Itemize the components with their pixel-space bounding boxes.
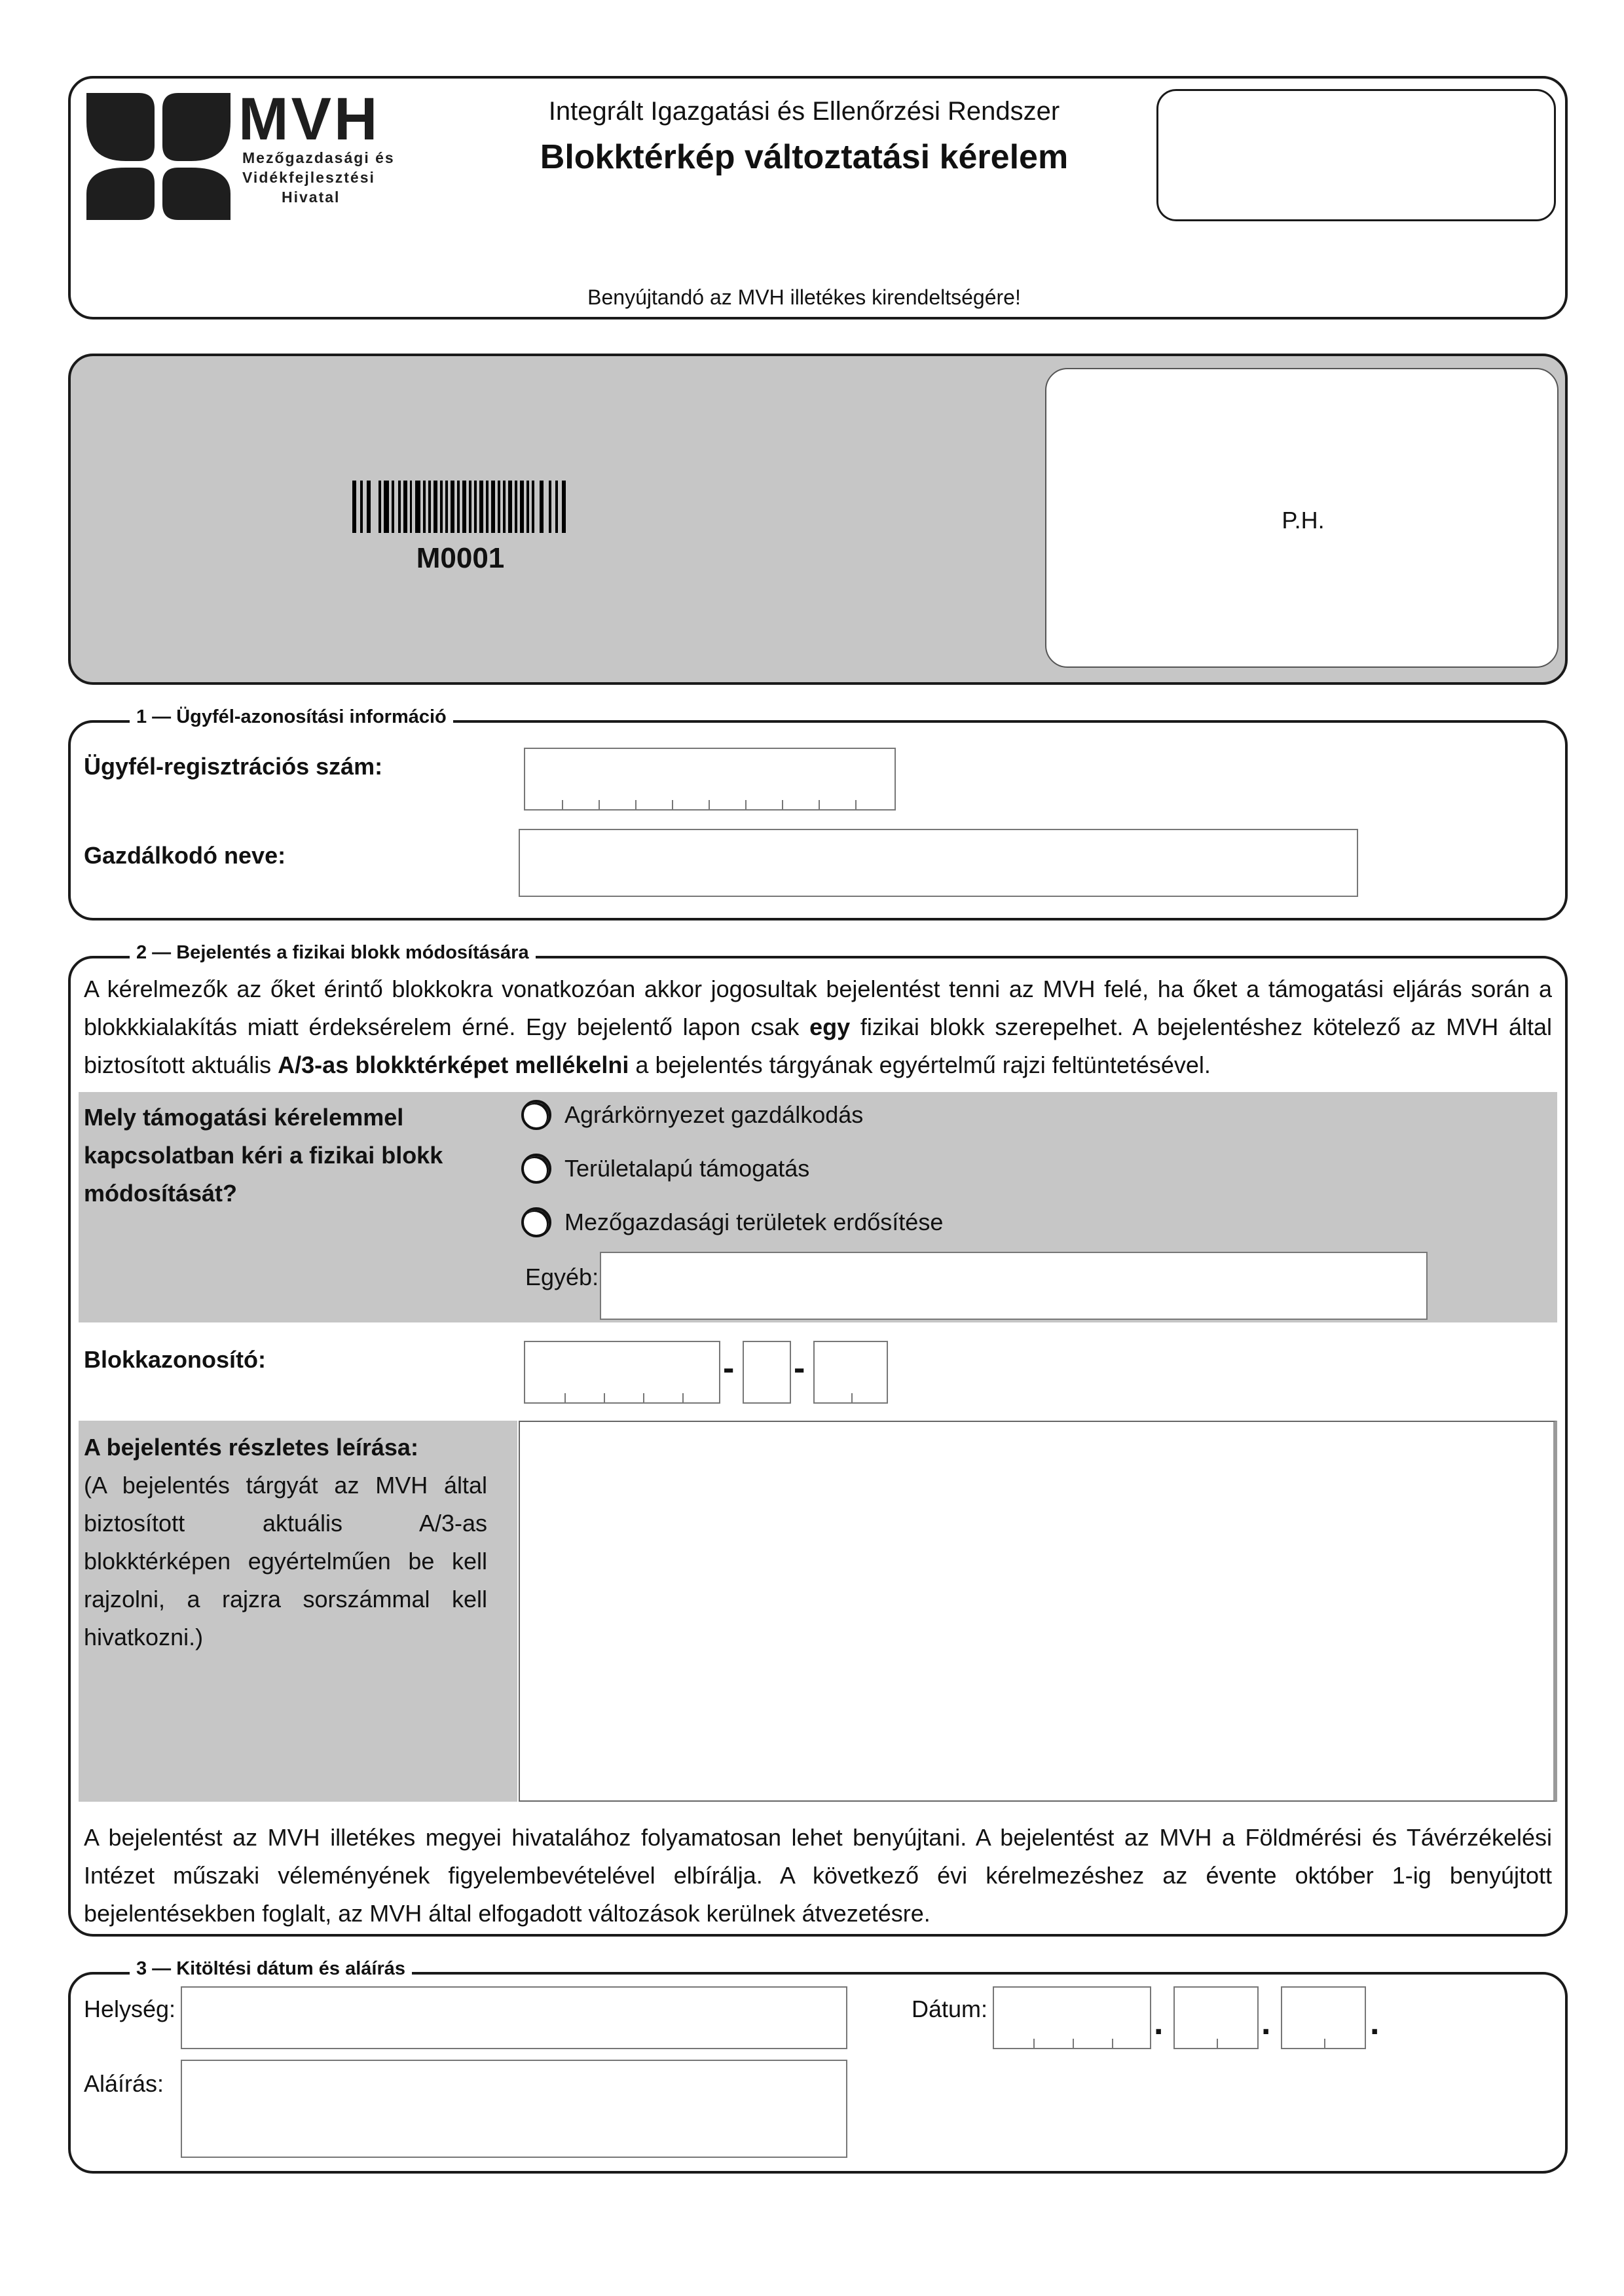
date-month-input[interactable] (1173, 1986, 1259, 2049)
block-id-part-2-input[interactable] (743, 1341, 791, 1404)
registration-stamp-box (1156, 89, 1556, 221)
radio-agri-environment[interactable] (521, 1100, 551, 1130)
logo-subtitle-3: Hivatal (282, 189, 341, 206)
logo-subtitle-1: Mezőgazdasági és (242, 149, 395, 166)
section-2-legend: 2 — Bejelentés a fizikai blokk módosítására (130, 942, 536, 964)
description-textarea[interactable] (519, 1421, 1557, 1802)
intro-bold-2: A/3-as blokktérképet mellékelni (278, 1051, 629, 1078)
block-id-part-1-input[interactable] (524, 1341, 720, 1404)
signature-input[interactable] (181, 2060, 847, 2158)
section-3-legend: 3 — Kitöltési dátum és aláírás (130, 1958, 412, 1980)
option-area-payment: Területalapú támogatás (564, 1155, 810, 1182)
block-id-separator-2: - (794, 1349, 805, 1387)
date-dot-3: . (1370, 2004, 1380, 2042)
option-afforestation: Mezőgazdasági területek erdősítése (564, 1209, 944, 1235)
other-label: Egyéb: (525, 1264, 599, 1290)
block-id-separator-1: - (723, 1349, 735, 1387)
date-label: Dátum: (912, 1995, 988, 2022)
date-day-input[interactable] (1281, 1986, 1366, 2049)
reg-number-label: Ügyfél-regisztrációs szám: (84, 753, 383, 780)
date-dot-1: . (1154, 2004, 1164, 2042)
stamp-box (1045, 368, 1559, 668)
date-dot-2: . (1261, 2004, 1271, 2042)
farmer-name-label: Gazdálkodó neve: (84, 842, 286, 869)
section-1-legend: 1 — Ügyfél-azonosítási információ (130, 706, 453, 728)
place-label: Helység: (84, 1995, 176, 2022)
reg-number-input[interactable] (524, 748, 896, 811)
radio-afforestation[interactable] (521, 1207, 551, 1237)
description-title: A bejelentés részletes leírása: (84, 1434, 418, 1461)
intro-text-2: fizikai blokk szerepelhet. A bejelentéshez kötelező az MVH által biztosított aktuális (84, 1013, 1552, 1078)
signature-label: Aláírás: (84, 2070, 164, 2097)
block-id-label: Blokkazonosító: (84, 1346, 267, 1373)
mvh-logo-icon (86, 93, 231, 220)
barcode-code: M0001 (416, 542, 505, 574)
system-name: Integrált Igazgatási és Ellenőrzési Rendszer (548, 97, 1060, 126)
other-input[interactable] (600, 1252, 1428, 1320)
intro-text-1: A kérelmezők az őket érintő blokkokra vonatkozóan akkor jogosultak bejelentést tenni az MVH felé, ha őket a támogatási eljárás során a blokkkialakítás miatt érdeksérelem érné. Egy bejelentő lapon csak (84, 975, 1552, 1040)
intro-text-3: a bejelentés tárgyának egyértelmű rajzi feltüntetésével. (635, 1051, 1211, 1078)
section-2-intro (84, 970, 1552, 1084)
logo-text: MVH (238, 86, 380, 153)
intro-bold-1: egy (809, 1013, 851, 1040)
description-hint: (A bejelentés tárgyát az MVH által biztosított aktuális A/3-as blokktérképen egyértelműen be kell rajzolni, a rajzra sorszámmal kell hivatkozni.) (84, 1472, 487, 1650)
support-type-question: Mely támogatási kérelemmel kapcsolatban kéri a fizikai blokk módosítását? (84, 1104, 443, 1207)
office-panel (68, 354, 1568, 685)
radio-area-payment[interactable] (521, 1154, 551, 1184)
date-year-input[interactable] (993, 1986, 1151, 2049)
block-id-part-3-input[interactable] (813, 1341, 888, 1404)
farmer-name-input[interactable] (519, 829, 1358, 897)
place-input[interactable] (181, 1986, 847, 2049)
stamp-label: P.H. (1282, 507, 1325, 534)
header-panel (68, 76, 1568, 319)
submit-note: Benyújtandó az MVH illetékes kirendeltségére! (587, 285, 1021, 309)
section-2-footer-text: A bejelentést az MVH illetékes megyei hivatalához folyamatosan lehet benyújtani. A bejelentést az MVH a Földmérési és Távérzékelési Intézet műszaki véleményének figyelembevételével elbírálja. A következő évi kérelmezéshez az évente október 1-ig benyújtott bejelentésekben foglalt, az MVH által elfogadott változások kerülnek átvezetésre. (84, 1824, 1552, 1927)
option-agri-environment: Agrárkörnyezet gazdálkodás (564, 1101, 864, 1128)
logo-subtitle-2: Vidékfejlesztési (242, 169, 375, 186)
form-title: Blokktérkép változtatási kérelem (540, 138, 1069, 176)
barcode-icon (352, 481, 568, 533)
